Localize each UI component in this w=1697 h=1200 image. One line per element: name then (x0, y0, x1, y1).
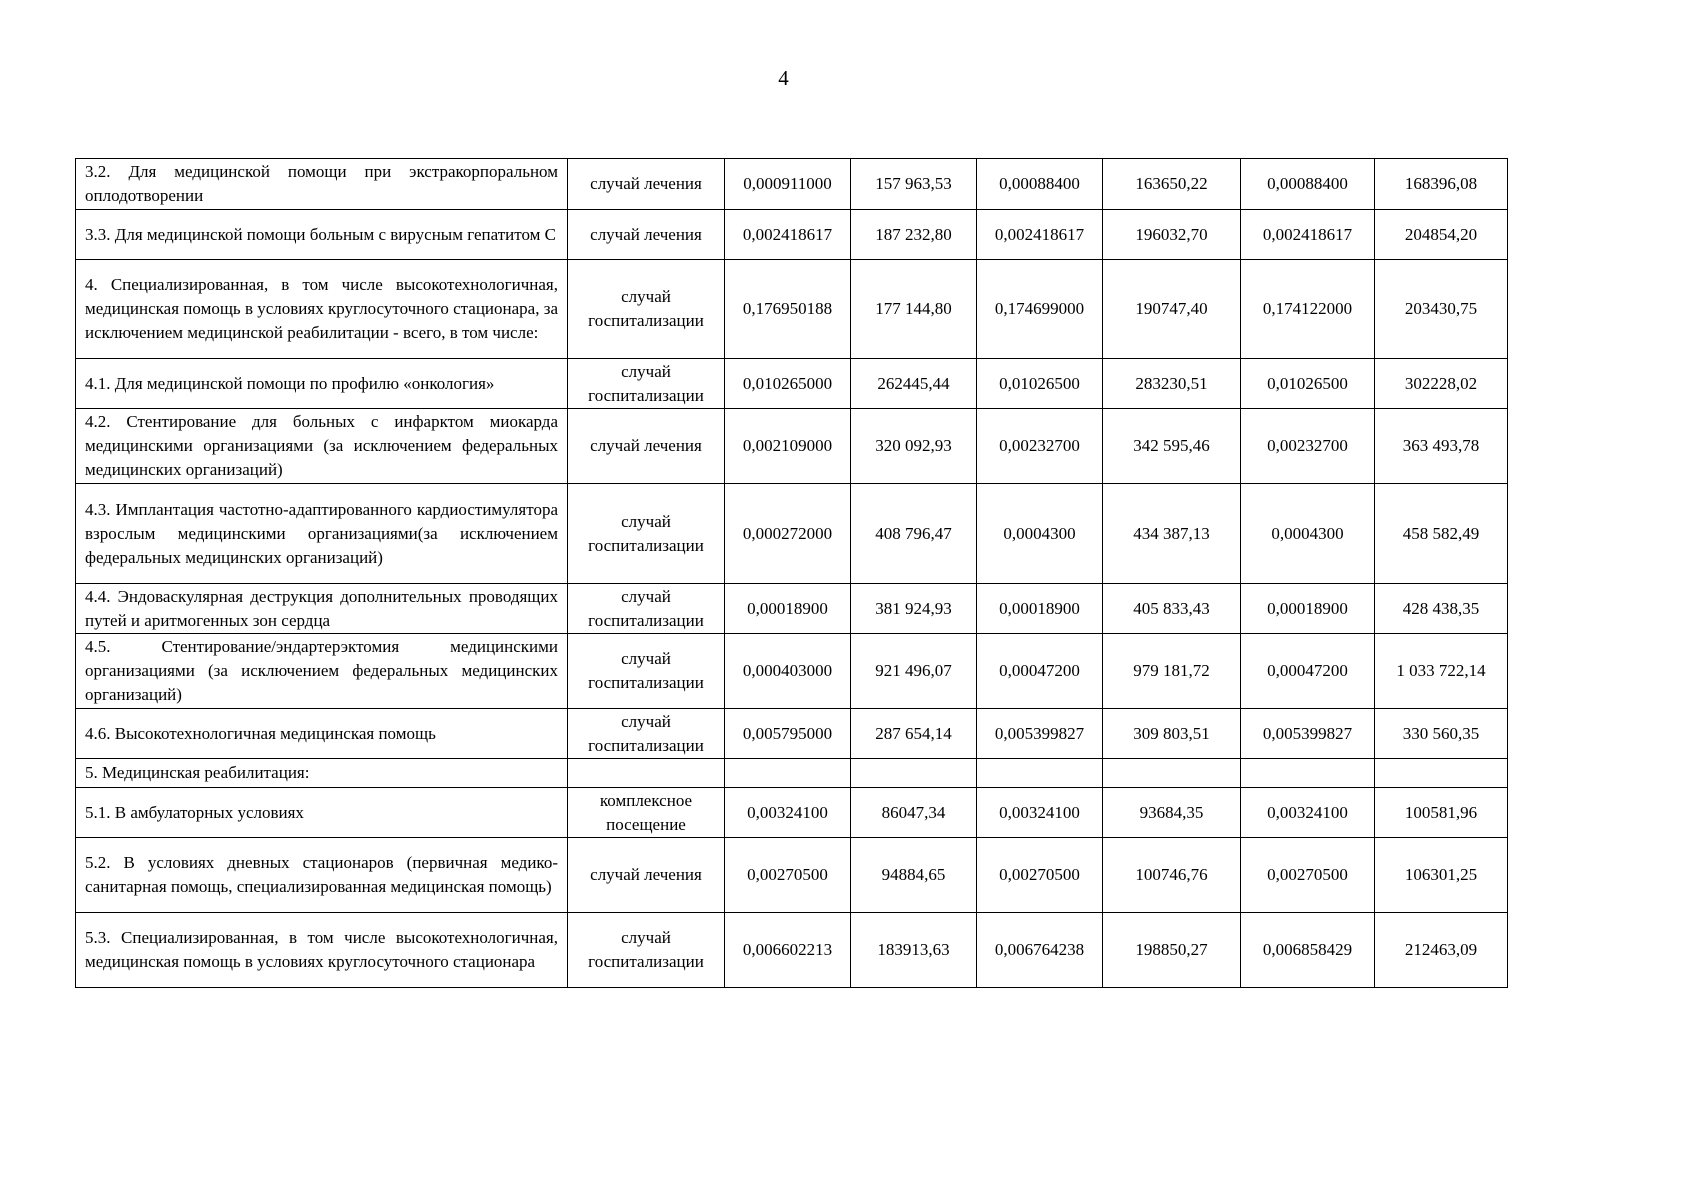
row-value-2: 94884,65 (851, 838, 977, 913)
row-value-5: 0,002418617 (1241, 210, 1375, 260)
row-value-3: 0,005399827 (977, 709, 1103, 759)
row-value-5: 0,174122000 (1241, 260, 1375, 359)
row-value-6: 204854,20 (1375, 210, 1508, 260)
row-value-4: 100746,76 (1103, 838, 1241, 913)
row-value-6 (1375, 759, 1508, 788)
row-unit: случай лечения (568, 409, 725, 484)
row-value-6: 363 493,78 (1375, 409, 1508, 484)
row-value-1: 0,002418617 (725, 210, 851, 260)
table-row (76, 759, 1508, 788)
row-value-2: 157 963,53 (851, 159, 977, 210)
row-value-5 (1241, 759, 1375, 788)
standards-table (75, 158, 1508, 988)
row-value-4: 198850,27 (1103, 913, 1241, 988)
row-value-4: 93684,35 (1103, 788, 1241, 838)
row-name: 5.1. В амбулаторных условиях (76, 788, 568, 838)
row-unit: случай госпитализации (568, 584, 725, 634)
row-value-3: 0,0004300 (977, 484, 1103, 584)
row-value-1: 0,00270500 (725, 838, 851, 913)
row-value-3: 0,00232700 (977, 409, 1103, 484)
row-value-2: 183913,63 (851, 913, 977, 988)
row-value-2 (851, 759, 977, 788)
row-value-4: 196032,70 (1103, 210, 1241, 260)
row-value-2: 320 092,93 (851, 409, 977, 484)
row-value-6: 168396,08 (1375, 159, 1508, 210)
row-value-3: 0,00018900 (977, 584, 1103, 634)
row-value-3: 0,006764238 (977, 913, 1103, 988)
row-value-6: 428 438,35 (1375, 584, 1508, 634)
row-value-2: 177 144,80 (851, 260, 977, 359)
table-row (76, 709, 1508, 759)
row-name: 4.3. Имплантация частотно-адаптированного кардиостимулятора взрослым медицинскими организациями(за исключением федеральных медицинских организаций) (76, 484, 568, 584)
row-unit: комплексное посещение (568, 788, 725, 838)
row-value-3: 0,00324100 (977, 788, 1103, 838)
row-value-5: 0,006858429 (1241, 913, 1375, 988)
row-value-5: 0,00088400 (1241, 159, 1375, 210)
row-name: 5.2. В условиях дневных стационаров (первичная медико-санитарная помощь, специализированная медицинская помощь) (76, 838, 568, 913)
row-unit: случай госпитализации (568, 709, 725, 759)
row-value-6: 212463,09 (1375, 913, 1508, 988)
row-unit: случай госпитализации (568, 260, 725, 359)
row-value-5: 0,00270500 (1241, 838, 1375, 913)
row-value-6: 1 033 722,14 (1375, 634, 1508, 709)
row-value-4: 309 803,51 (1103, 709, 1241, 759)
row-value-1: 0,006602213 (725, 913, 851, 988)
table-row (76, 260, 1508, 359)
table-row (76, 484, 1508, 584)
table-row (76, 788, 1508, 838)
row-unit: случай госпитализации (568, 634, 725, 709)
row-value-2: 262445,44 (851, 359, 977, 409)
row-name: 3.2. Для медицинской помощи при экстракорпоральном оплодотворении (76, 159, 568, 210)
row-value-6: 458 582,49 (1375, 484, 1508, 584)
row-name: 4.5. Стентирование/эндартерэктомия медицинскими организациями (за исключением федеральных медицинских организаций) (76, 634, 568, 709)
row-value-5: 0,00324100 (1241, 788, 1375, 838)
row-value-4: 979 181,72 (1103, 634, 1241, 709)
row-name: 4.2. Стентирование для больных с инфарктом миокарда медицинскими организациями (за исключением федеральных медицинских организаций) (76, 409, 568, 484)
row-name: 4.6. Высокотехнологичная медицинская помощь (76, 709, 568, 759)
table-row (76, 838, 1508, 913)
row-value-2: 187 232,80 (851, 210, 977, 260)
row-value-3: 0,00270500 (977, 838, 1103, 913)
row-unit: случай лечения (568, 159, 725, 210)
row-value-3: 0,174699000 (977, 260, 1103, 359)
row-value-3: 0,01026500 (977, 359, 1103, 409)
row-name: 3.3. Для медицинской помощи больным с вирусным гепатитом С (76, 210, 568, 260)
table-row (76, 634, 1508, 709)
row-value-4: 434 387,13 (1103, 484, 1241, 584)
row-unit (568, 759, 725, 788)
row-value-4: 405 833,43 (1103, 584, 1241, 634)
row-value-2: 381 924,93 (851, 584, 977, 634)
row-name: 4. Специализированная, в том числе высокотехнологичная, медицинская помощь в условиях круглосуточного стационара, за исключением медицинской реабилитации - всего, в том числе: (76, 260, 568, 359)
row-value-6: 330 560,35 (1375, 709, 1508, 759)
row-value-1: 0,000272000 (725, 484, 851, 584)
row-value-5: 0,01026500 (1241, 359, 1375, 409)
row-value-3: 0,002418617 (977, 210, 1103, 260)
page-number: 4 (778, 66, 789, 90)
table-row (76, 210, 1508, 260)
row-value-6: 100581,96 (1375, 788, 1508, 838)
row-name: 4.1. Для медицинской помощи по профилю «онкология» (76, 359, 568, 409)
row-value-4: 190747,40 (1103, 260, 1241, 359)
row-value-6: 302228,02 (1375, 359, 1508, 409)
row-value-3: 0,00088400 (977, 159, 1103, 210)
table-row (76, 159, 1508, 210)
row-value-5: 0,00018900 (1241, 584, 1375, 634)
row-value-1: 0,00018900 (725, 584, 851, 634)
row-name: 4.4. Эндоваскулярная деструкция дополнительных проводящих путей и аритмогенных зон сердца (76, 584, 568, 634)
row-value-4: 163650,22 (1103, 159, 1241, 210)
row-unit: случай лечения (568, 838, 725, 913)
row-value-1: 0,005795000 (725, 709, 851, 759)
row-value-1: 0,000911000 (725, 159, 851, 210)
row-value-1: 0,000403000 (725, 634, 851, 709)
row-name: 5. Медицинская реабилитация: (76, 759, 568, 788)
row-unit: случай госпитализации (568, 484, 725, 584)
row-value-1: 0,010265000 (725, 359, 851, 409)
row-value-4: 283230,51 (1103, 359, 1241, 409)
row-value-6: 106301,25 (1375, 838, 1508, 913)
row-value-2: 921 496,07 (851, 634, 977, 709)
row-value-5: 0,00047200 (1241, 634, 1375, 709)
row-value-2: 287 654,14 (851, 709, 977, 759)
row-value-2: 408 796,47 (851, 484, 977, 584)
table-row (76, 584, 1508, 634)
table-row (76, 913, 1508, 988)
table-row (76, 409, 1508, 484)
row-value-1: 0,00324100 (725, 788, 851, 838)
row-value-6: 203430,75 (1375, 260, 1508, 359)
row-value-3 (977, 759, 1103, 788)
row-value-1: 0,002109000 (725, 409, 851, 484)
row-unit: случай госпитализации (568, 359, 725, 409)
row-value-4: 342 595,46 (1103, 409, 1241, 484)
row-value-1: 0,176950188 (725, 260, 851, 359)
table-row (76, 359, 1508, 409)
row-unit: случай госпитализации (568, 913, 725, 988)
row-unit: случай лечения (568, 210, 725, 260)
row-name: 5.3. Специализированная, в том числе высокотехнологичная, медицинская помощь в условиях круглосуточного стационара (76, 913, 568, 988)
row-value-3: 0,00047200 (977, 634, 1103, 709)
row-value-5: 0,0004300 (1241, 484, 1375, 584)
row-value-5: 0,005399827 (1241, 709, 1375, 759)
row-value-1 (725, 759, 851, 788)
row-value-2: 86047,34 (851, 788, 977, 838)
row-value-5: 0,00232700 (1241, 409, 1375, 484)
row-value-4 (1103, 759, 1241, 788)
